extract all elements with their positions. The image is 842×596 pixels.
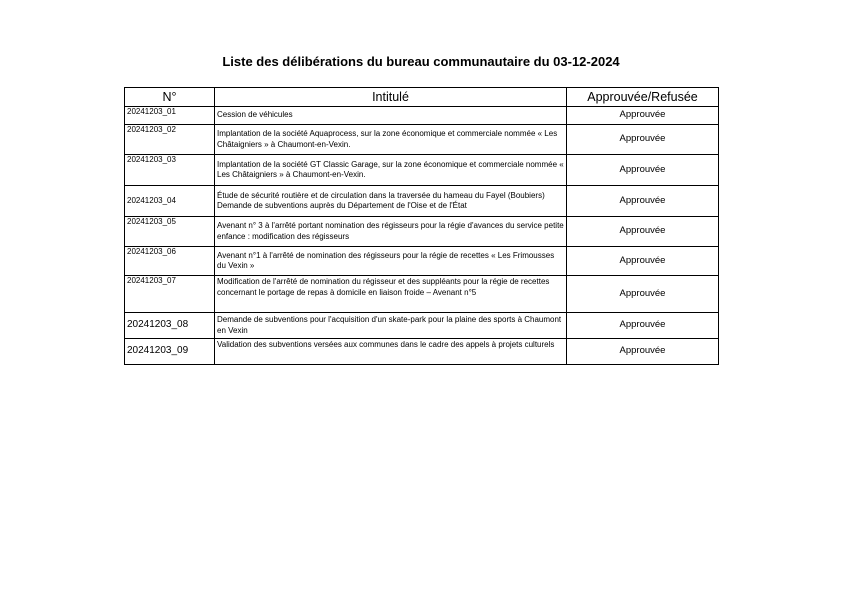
header-intitule: Intitulé	[215, 88, 567, 107]
page-title: Liste des délibérations du bureau communautaire du 03-12-2024	[222, 54, 620, 69]
table-row	[125, 339, 719, 365]
table-row	[125, 107, 719, 125]
row-intitule: Validation des subventions versées aux communes dans le cadre des appels à projets culturels	[215, 339, 567, 365]
row-intitule: Cession de véhicules	[215, 107, 567, 125]
row-num: 20241203_09	[125, 339, 215, 365]
row-status: Approuvée	[567, 155, 719, 186]
row-status: Approuvée	[567, 313, 719, 339]
row-num: 20241203_05	[125, 217, 215, 247]
table-row	[125, 276, 719, 313]
row-num: 20241203_04	[125, 186, 215, 217]
row-num: 20241203_07	[125, 276, 215, 313]
row-num: 20241203_03	[125, 155, 215, 186]
row-num: 20241203_08	[125, 313, 215, 339]
table-row	[125, 125, 719, 155]
table-row	[125, 313, 719, 339]
table-row	[125, 217, 719, 247]
row-status: Approuvée	[567, 276, 719, 313]
row-intitule: Implantation de la société GT Classic Garage, sur la zone économique et commerciale nommée « Les Châtaigniers » à Chaumont-en-Vexin.	[215, 155, 567, 186]
table-row	[125, 155, 719, 186]
row-status: Approuvée	[567, 125, 719, 155]
row-status: Approuvée	[567, 217, 719, 247]
row-status: Approuvée	[567, 339, 719, 365]
row-intitule: Avenant n°1 à l'arrêté de nomination des régisseurs pour la régie de recettes « Les Frimousses du Vexin »	[215, 247, 567, 276]
row-intitule: Demande de subventions pour l'acquisition d'un skate-park pour la plaine des sports à Chaumont en Vexin	[215, 313, 567, 339]
table-header-row	[125, 88, 719, 107]
row-intitule: Modification de l'arrêté de nomination du régisseur et des suppléants pour la régie de recettes concernant le portage de repas à domicile en liaison froide – Avenant n°5	[215, 276, 567, 313]
header-status: Approuvée/Refusée	[567, 88, 719, 107]
row-status: Approuvée	[567, 107, 719, 125]
row-num: 20241203_01	[125, 107, 215, 125]
row-num: 20241203_06	[125, 247, 215, 276]
table-row	[125, 186, 719, 217]
row-intitule: Avenant n° 3 à l'arrêté portant nomination des régisseurs pour la régie d'avances du service petite enfance : modification des régisseurs	[215, 217, 567, 247]
row-intitule: Implantation de la société Aquaprocess, sur la zone économique et commerciale nommée « Les Châtaigniers » à Chaumont-en-Vexin.	[215, 125, 567, 155]
row-intitule: Étude de sécurité routière et de circulation dans la traversée du hameau du Fayel (Boubiers) Demande de subventions auprès du Département de l'Oise et de l'État	[215, 186, 567, 217]
deliberations-table	[124, 87, 719, 365]
row-status: Approuvée	[567, 247, 719, 276]
header-num: N°	[125, 88, 215, 107]
row-num: 20241203_02	[125, 125, 215, 155]
row-status: Approuvée	[567, 186, 719, 217]
table-row	[125, 247, 719, 276]
